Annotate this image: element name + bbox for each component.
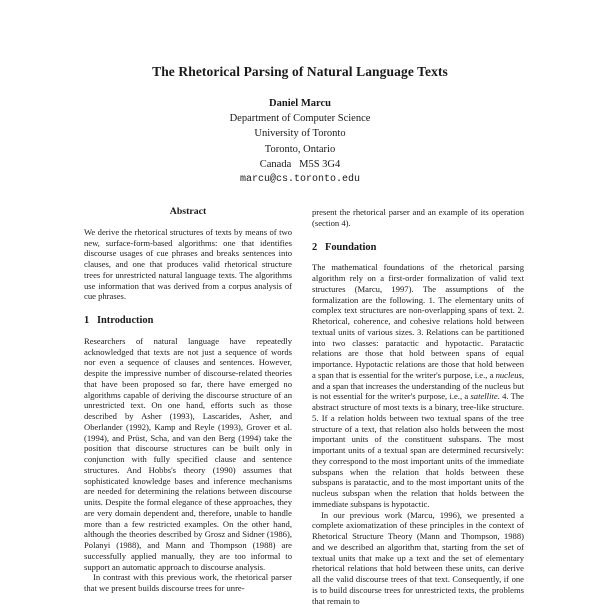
foundation-heading: 2 Foundation [312,243,524,254]
right-column [312,207,524,606]
affiliation-university: University of Toronto [0,126,600,141]
continued-text: present the rhetorical parser and an example of its operation (section 4). [312,207,524,229]
introduction-paragraph-2: In contrast with this previous work, the rhetorical parser that we present builds discourse trees for unre- [84,572,292,594]
affiliation-department: Department of Computer Science [0,111,600,126]
nucleus-term: nucleus [496,370,522,380]
foundation-text-a: The mathematical foundations of the rhetorical parsing algorithm rely on a first-order formalization of valid text structures (Marcu, 1997). The assumptions of the formalization are the following. 1. The elementary units of complex text structures are non-overlapping spans of text. 2. Rhetorical, coherence, and cohesive relations hold between textual units of various sizes. 3. Relations can be partitioned into two classes: paratactic and hypotactic. Paratactic relations are those that hold between spans of equal importance. Hypotactic relations are those that hold between a span that is essential for the writer's purpose, i.e., a [312,262,524,380]
foundation-paragraph-2: In our previous work (Marcu, 1996), we presented a complete axiomatization of these principles in the context of Rhetorical Structure Theory (Mann and Thompson, 1988) and we described an algorithm that, starting from the set of textual units that make up a text and the set of elementary rhetorical relations that hold between these units, can derive all the valid discourse trees of that text. Consequently, if one is to build discourse trees for unrestricted texts, the problems that remain to [312,510,524,606]
paper-title: The Rhetorical Parsing of Natural Language Texts [0,64,600,80]
introduction-heading: 1 Introduction [84,316,292,327]
left-column [84,207,292,594]
author-name: Daniel Marcu [0,96,600,111]
author-block [0,96,600,187]
abstract-heading: Abstract [84,207,292,218]
foundation-text-c: . 4. The abstract structure of most texts is a binary, tree-like structure. 5. If a relation holds between two textual spans of the tree structure of a text, that relation also holds between the most important units of the constituent subspans. The most important units of a textual span are determined recursively: they correspond to the most important units of the immediate subspans when the relation that holds between these subspans is paratactic, and to the most important units of the nucleus subspan when the relation that holds between the immediate subspans is hypotactic. [312,391,524,509]
foundation-text-b: , and a span that increases the understanding of the nucleus but is not essential for the writer's purpose, i.e., a [312,370,524,402]
foundation-paragraph-1 [312,262,524,509]
affiliation-city: Toronto, Ontario [0,142,600,157]
author-email: marcu@cs.toronto.edu [0,172,600,187]
affiliation-country: Canada M5S 3G4 [0,157,600,172]
introduction-paragraph-1: Researchers of natural language have repeatedly acknowledged that texts are not just a sequence of words nor even a sequence of clauses and sentences. However, despite the impressive number of discourse-related theories that have been proposed so far, there have emerged no algorithms capable of deriving the discourse structure of an unrestricted text. On one hand, efforts such as those described by Asher (1993), Lascarides, Asher, and Oberlander (1992), Kamp and Reyle (1993), Grover et al. (1994), and Prüst, Scha, and van den Berg (1994) take the position that discourse structures can be built only in conjunction with fully specified clause and sentence structures. And Hobbs's theory (1990) assumes that sophisticated knowledge bases and inference mechanisms are needed for determining the relations between discourse units. Despite the formal elegance of these approaches, they are very domain dependent and, therefore, unable to handle more than a few restricted examples. On the other hand, although the theories described by Grosz and Sidner (1986), Polanyi (1988), and Mann and Thompson (1988) are successfully applied manually, they are too informal to support an automatic approach to discourse analysis. [84,336,292,573]
abstract-text: We derive the rhetorical structures of texts by means of two new, surface-form-based algorithms: one that identifies discourse usages of cue phrases and breaks sentences into clauses, and one that produces valid rhetorical structure trees for unrestricted natural language texts. The algorithms use information that was derived from a corpus analysis of cue phrases. [84,227,292,302]
satellite-term: satellite [470,391,497,401]
